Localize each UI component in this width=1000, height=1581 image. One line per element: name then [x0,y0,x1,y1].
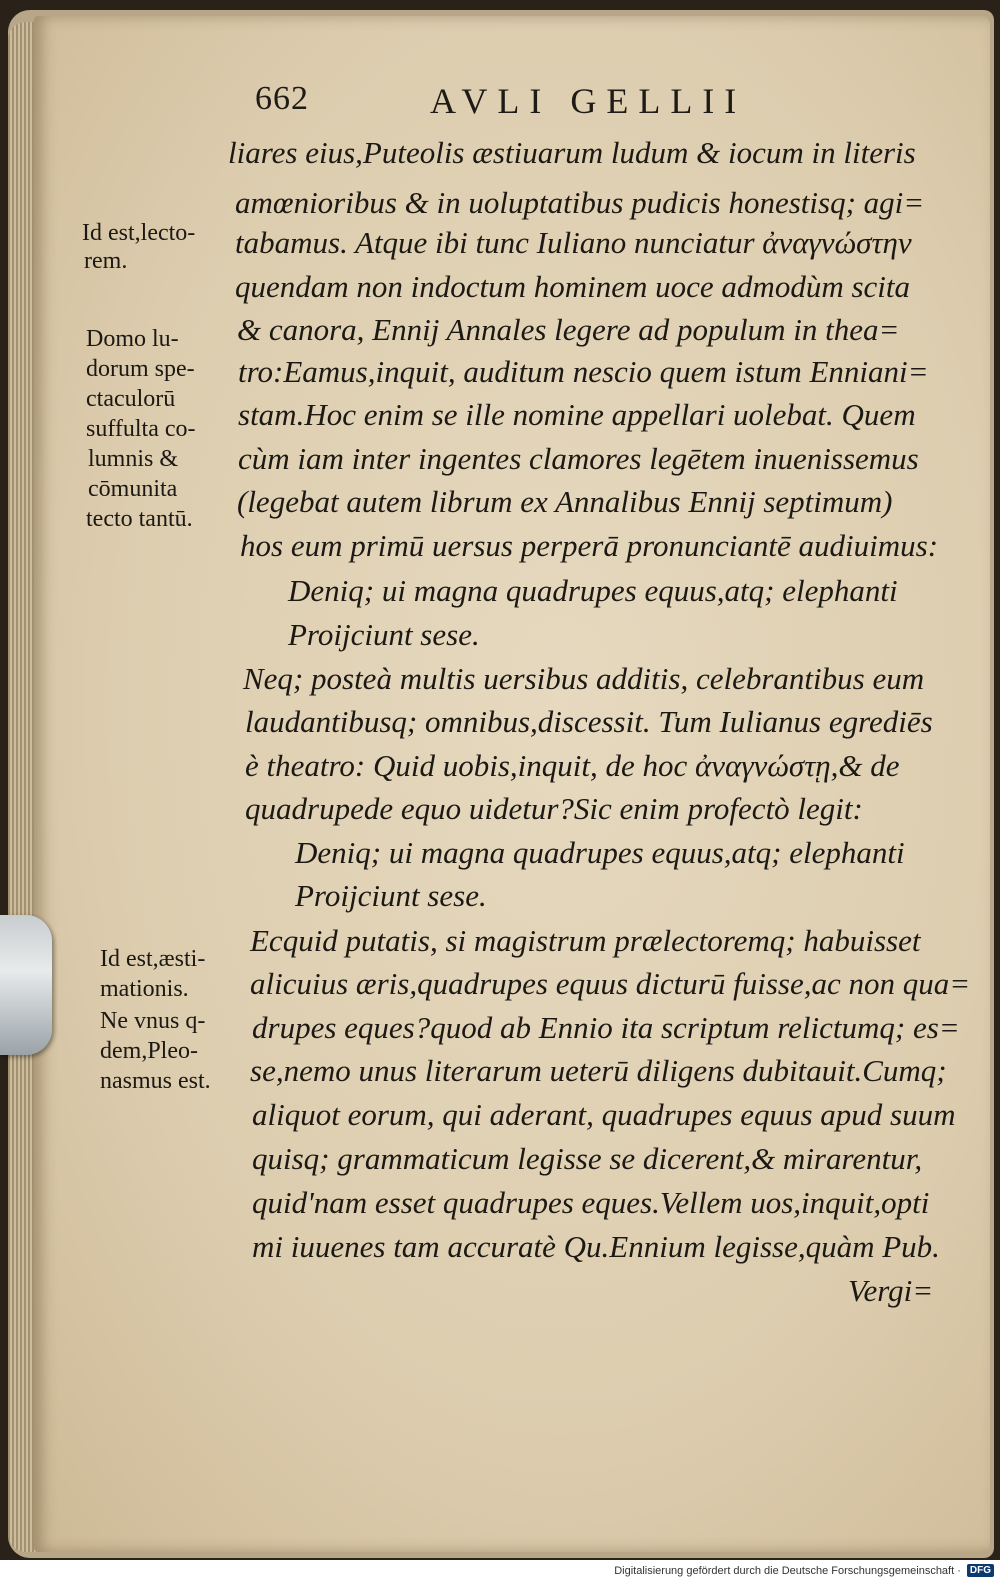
folio-number: 662 [255,80,309,117]
book-clip [0,915,52,1055]
verse-line: Deniq; ui magna quadrupes equus,atq; elephanti [295,835,905,870]
text-line: drupes eques?quod ab Ennio ita scriptum relictumq; es= [252,1010,960,1045]
marginal-note-line: Domo lu- [86,326,179,352]
text-line: laudantibusq; omnibus,discessit. Tum Iulianus egrediēs [245,704,933,739]
running-title: AVLI GELLII [430,81,747,121]
marginal-note-line: nasmus est. [100,1068,211,1094]
verse-line: Deniq; ui magna quadrupes equus,atq; elephanti [288,573,898,608]
text-line: mi iuuenes tam accuratè Qu.Ennium legisse,quàm Pub. [252,1229,940,1264]
digitization-footer [0,1560,1000,1581]
marginal-note-line: tecto tantū. [86,506,193,532]
marginal-note-line: Ne vnus q- [100,1008,206,1034]
marginal-note-line: mationis. [100,976,189,1002]
verse-line: Proijciunt sese. [295,878,487,913]
text-line: hos eum primū uersus perperā pronunciantē audiuimus: [240,528,939,563]
text-line: se,nemo unus literarum ueterū diligens dubitauit.Cumq; [250,1053,947,1088]
text-line: aliquot eorum, qui aderant, quadrupes equus apud suum [252,1097,956,1132]
marginal-note-line: dorum spe- [86,356,195,382]
text-line: tabamus. Atque ibi tunc Iuliano nunciatur ἀναγνώστην [235,225,912,260]
text-line: & canora, Ennij Annales legere ad populum in thea= [237,312,900,347]
marginal-note-line: dem,Pleo- [100,1038,198,1064]
marginal-note-line: Id est,lecto- [82,220,196,246]
marginal-note-line: lumnis & [88,446,179,472]
marginal-note-line: Id est,æsti- [100,946,206,972]
text-line: amœnioribus & in uoluptatibus pudicis honestisq; agi= [235,185,925,220]
catchword: Vergi= [848,1273,934,1308]
text-line: stam.Hoc enim se ille nomine appellari uolebat. Quem [238,397,916,432]
text-line: quid'nam esset quadrupes eques.Vellem uos,inquit,opti [252,1185,930,1220]
dfg-logo-icon: DFG [967,1564,994,1577]
marginal-note-line: rem. [84,248,128,274]
text-line: cùm iam inter ingentes clamores legētem inuenissemus [238,441,919,476]
text-line: quadrupede equo uidetur?Sic enim profectò legit: [245,791,863,826]
text-line: quisq; grammaticum legisse se dicerent,& mirarentur, [252,1141,923,1176]
marginal-note-line: ctaculorū [86,386,176,412]
verse-line: Proijciunt sese. [288,617,480,652]
text-line: è theatro: Quid uobis,inquit, de hoc ἀναγνώστῃ,& de [245,748,900,783]
text-line: alicuius æris,quadrupes equus dicturū fuisse,ac non qua= [250,966,971,1001]
text-line: Neq; posteà multis uersibus additis, celebrantibus eum [243,661,925,696]
page-header [255,80,945,130]
text-line: tro:Eamus,inquit, auditum nescio quem istum Enniani= [238,354,929,389]
footer-credit: Digitalisierung gefördert durch die Deutsche Forschungsgemeinschaft · [614,1564,961,1577]
marginal-note-line: suffulta co- [86,416,196,442]
text-line: liares eius,Puteolis æstiuarum ludum & iocum in literis [228,135,916,170]
text-line: (legebat autem librum ex Annalibus Ennij septimum) [237,484,893,519]
text-line: quendam non indoctum hominem uoce admodùm scita [235,269,911,304]
text-line: Ecquid putatis, si magistrum prælectoremq; habuisset [250,923,921,958]
marginal-note-line: cōmunita [88,476,178,502]
